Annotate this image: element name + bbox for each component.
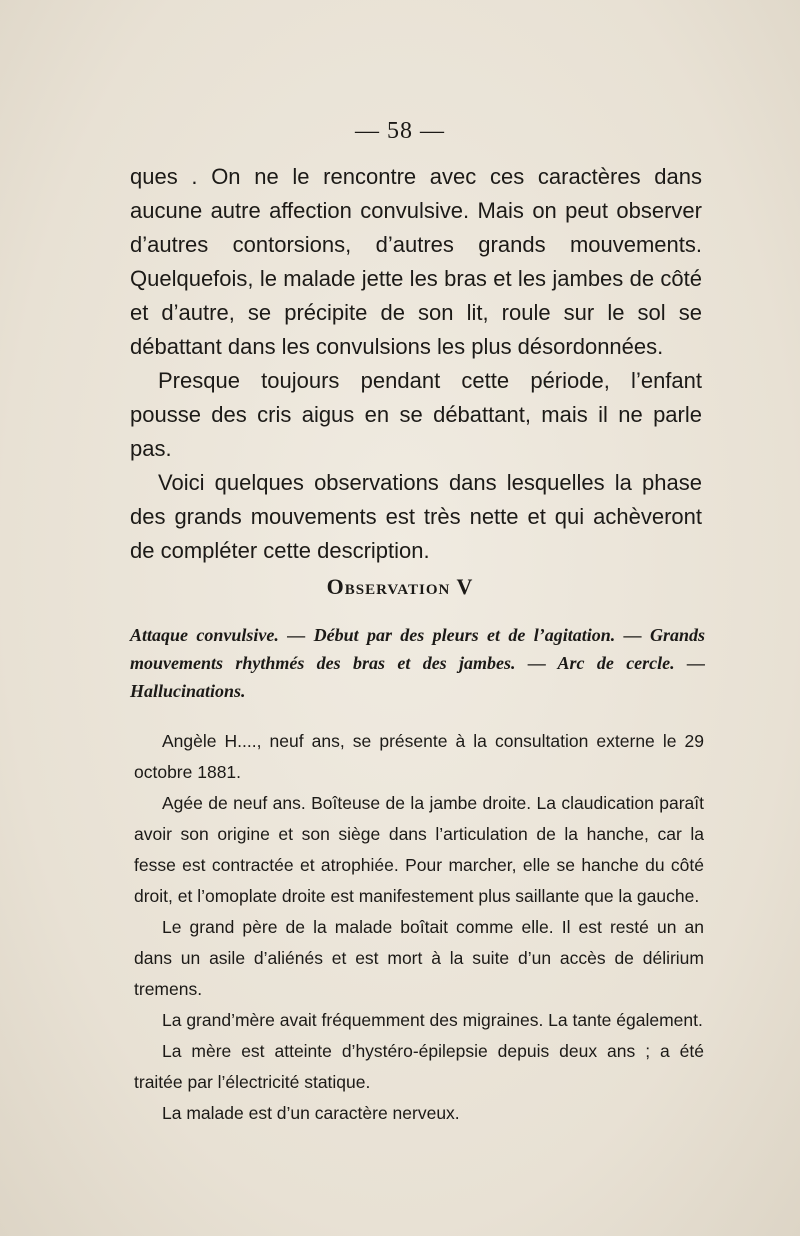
observation-paragraph-3: Le grand père de la malade boîtait comme elle. Il est resté un an dans un asile d’aliénés et est mort à la suite d’un accès de délirium tremens. bbox=[134, 917, 704, 999]
observation-paragraph-4: La grand’mère avait fréquemment des migraines. La tante également. bbox=[162, 1010, 703, 1030]
observation-title: Observation V bbox=[326, 574, 474, 599]
page-number: — 58 — bbox=[355, 118, 445, 144]
observation-body bbox=[134, 726, 704, 1129]
observation-paragraph-2: Agée de neuf ans. Boîteuse de la jambe droite. La claudication paraît avoir son origine et son siège dans l’articulation de la hanche, car la fesse est contractée et atrophiée. Pour marcher, elle se hanche du côté droit, et l’omoplate droite est manifestement plus saillante que la gauche. bbox=[134, 793, 704, 906]
observation-paragraph-6: La malade est d’un caractère nerveux. bbox=[162, 1103, 460, 1123]
intro-paragraph-1: ques . On ne le rencontre avec ces caractères dans aucune autre affection convulsive. Mais on peut observer d’autres contorsions, d’autres grands mouvements. Quelquefois, le malade jette les bras et les jambes de côté et d’autre, se précipite de son lit, roule sur le sol se débattant dans les convulsions les plus désordonnées. bbox=[130, 164, 702, 359]
intro-text bbox=[130, 160, 702, 568]
observation-summary: Attaque convulsive. — Début par des pleurs et de l’agitation. — Grands mouvements rhythmés des bras et des jambes. — Arc de cercle. — Hallucinations. bbox=[130, 625, 705, 701]
intro-paragraph-3: Voici quelques observations dans lesquelles la phase des grands mouvements est très nette et qui achèveront de compléter cette description. bbox=[130, 470, 702, 563]
intro-paragraph-2: Presque toujours pendant cette période, l’enfant pousse des cris aigus en se débattant, mais il ne parle pas. bbox=[130, 368, 702, 461]
observation-paragraph-1: Angèle H...., neuf ans, se présente à la consultation externe le 29 octobre 1881. bbox=[134, 731, 704, 782]
observation-paragraph-5: La mère est atteinte d’hystéro-épilepsie depuis deux ans ; a été traitée par l’électricité statique. bbox=[134, 1041, 704, 1092]
